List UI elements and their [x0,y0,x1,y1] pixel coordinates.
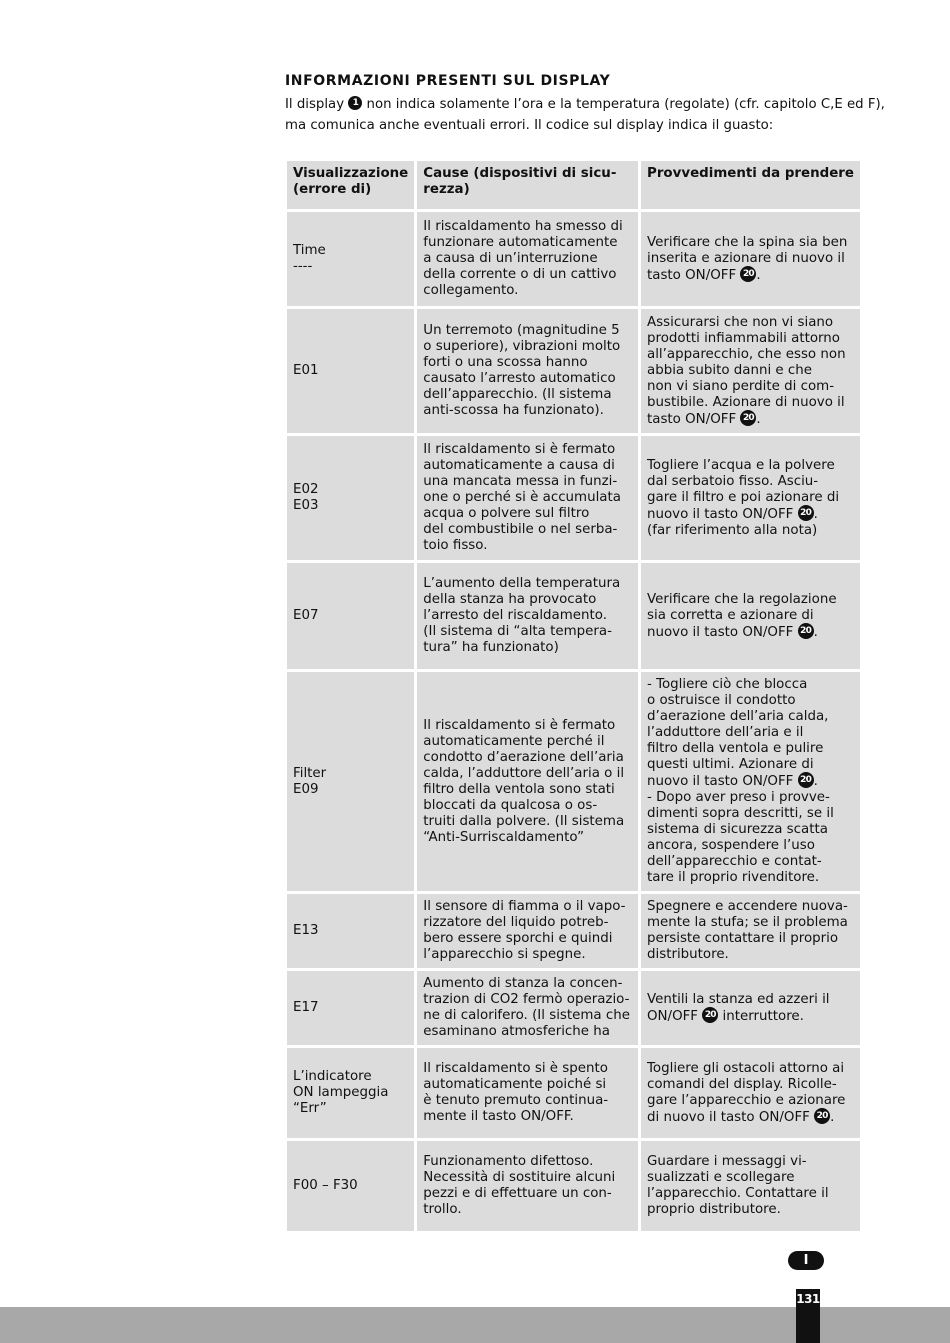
action-text: Spegnere e accendere nuova- mente la stufa; se il problema persiste contattare il proprio distributore. [647,899,848,962]
header-causes: Cause (dispositivi di sicu- rezza) [417,161,638,209]
action-text: - Togliere ciò che blocca o ostruisce il condotto d’aerazione dell’aria calda, l’adduttore dell’aria e il filtro della ventola e pulire questi ultimi. Azionare di nuovo il tasto ON/OFF [647,677,829,789]
action-text-after: . [813,624,818,640]
on-off-button-number-badge: 20 [814,1108,830,1124]
section-title: INFORMAZIONI PRESENTI SUL DISPLAY [285,73,611,89]
intro-text-after: non indica solamente l’ora e la temperatura (regolate) (cfr. capitolo C,E ed F), ma comunica anche eventuali errori. Il codice sul display indica il guasto: [285,97,885,133]
display-number-badge: 1 [348,96,362,110]
error-cause: Un terremoto (magnitudine 5 o superiore), vibrazioni molto forti o una scossa hanno causato l’arresto automatico dell’apparecchio. (Il sistema anti-scossa ha funzionato). [417,309,638,433]
on-off-button-number-badge: 20 [798,772,814,788]
error-cause: Il riscaldamento si è fermato automaticamente perché il condotto d’aerazione dell’aria calda, l’adduttore dell’aria o il filtro della ventola sono stati bloccati da qualcosa o os- truiti dalla polvere. (Il sistema “Anti-Surriscaldamento” [417,672,638,891]
error-cause: Aumento di stanza la concen- trazion di CO2 fermò operazio- ne di calorifero. (Il sistema che esaminano atmosferiche ha [417,971,638,1045]
action-text: Togliere gli ostacoli attorno ai comandi del display. Ricolle- gare l’apparecchio e azionare di nuovo il tasto ON/OFF [647,1060,846,1125]
error-code: E17 [287,971,414,1045]
error-cause: Il riscaldamento si è fermato automaticamente a causa di una mancata messa in funzi- one o perché si è accumulata acqua o polvere sul filtro del combustibile o nel serba- toio fisso. [417,436,638,560]
error-action [641,563,860,669]
error-action [641,1048,860,1138]
error-cause: L’aumento della temperatura della stanza ha provocato l’arresto del riscaldamento. (Il sistema di “alta tempera- tura” ha funzionato) [417,563,638,669]
table-row [287,1048,860,1138]
on-off-button-number-badge: 20 [740,266,756,282]
error-code: E01 [287,309,414,433]
header-actions: Provvedimenti da prendere [641,161,860,209]
action-text: Verificare che la spina sia ben inserita e azionare di nuovo il tasto ON/OFF [647,234,848,283]
action-text-after: . [830,1109,835,1125]
error-action [641,436,860,560]
error-cause: Funzionamento difettoso. Necessità di sostituire alcuni pezzi e di effettuare un con- trollo. [417,1141,638,1231]
error-action [641,971,860,1045]
on-off-button-number-badge: 20 [702,1007,718,1023]
error-action [641,894,860,968]
intro-paragraph [285,94,885,136]
error-action [641,672,860,891]
error-code: L’indicatore ON lampeggia “Err” [287,1048,414,1138]
table-row [287,436,860,560]
action-text: Verificare che la regolazione sia corretta e azionare di nuovo il tasto ON/OFF [647,591,837,640]
language-badge: I [788,1251,824,1270]
error-code: E02 E03 [287,436,414,560]
table-row [287,894,860,968]
on-off-button-number-badge: 20 [798,505,814,521]
action-text: Assicurarsi che non vi siano prodotti infiammabili attorno all’apparecchio, che esso non abbia subito danni e che non vi siano perdite di com- bustibile. Azionare di nuovo il tasto ON/OFF [647,314,846,427]
action-text-after: interruttore. [718,1008,804,1024]
table-header-row [287,161,860,209]
error-cause: Il riscaldamento ha smesso di funzionare automaticamente a causa di un’interruzione della corrente o di un cattivo collegamento. [417,212,638,306]
table-row [287,309,860,433]
action-text: Guardare i messaggi vi- sualizzati e scollegare l’apparecchio. Contattare il proprio distributore. [647,1154,829,1217]
table-row [287,563,860,669]
error-codes-table [284,158,863,1234]
error-code: E07 [287,563,414,669]
error-code: F00 – F30 [287,1141,414,1231]
on-off-button-number-badge: 20 [798,623,814,639]
table-row [287,1141,860,1231]
error-action [641,1141,860,1231]
error-cause: Il riscaldamento si è spento automaticamente poiché si è tenuto premuto continua- mente il tasto ON/OFF. [417,1048,638,1138]
table-row [287,212,860,306]
on-off-button-number-badge: 20 [740,410,756,426]
error-code: Filter E09 [287,672,414,891]
action-text-after: . [756,267,761,283]
error-action [641,212,860,306]
action-text-after: . [756,411,761,427]
action-text-after: . - Dopo aver preso i provve- dimenti sopra descritti, se il sistema di sicurezza scatta ancora, sospendere l’uso dell’apparecchio e contat- tare il proprio rivenditore. [647,774,834,885]
intro-text-before: Il display [285,97,349,112]
action-text: Togliere l’acqua e la polvere dal serbatoio fisso. Asciu- gare il filtro e poi azionare di nuovo il tasto ON/OFF [647,457,840,522]
table-row [287,971,860,1045]
error-code: Time ---- [287,212,414,306]
page-number: 131 [796,1289,820,1343]
error-action [641,309,860,433]
table-row [287,672,860,891]
action-text: Ventili la stanza ed azzeri il ON/OFF [647,991,830,1024]
action-text-after: . (far riferimento alla nota) [647,506,818,538]
error-code: E13 [287,894,414,968]
error-cause: Il sensore di fiamma o il vapo- rizzatore del liquido potreb- bero essere sporchi e quindi l’apparecchio si spegne. [417,894,638,968]
header-display: Visualizzazione (errore di) [287,161,414,209]
